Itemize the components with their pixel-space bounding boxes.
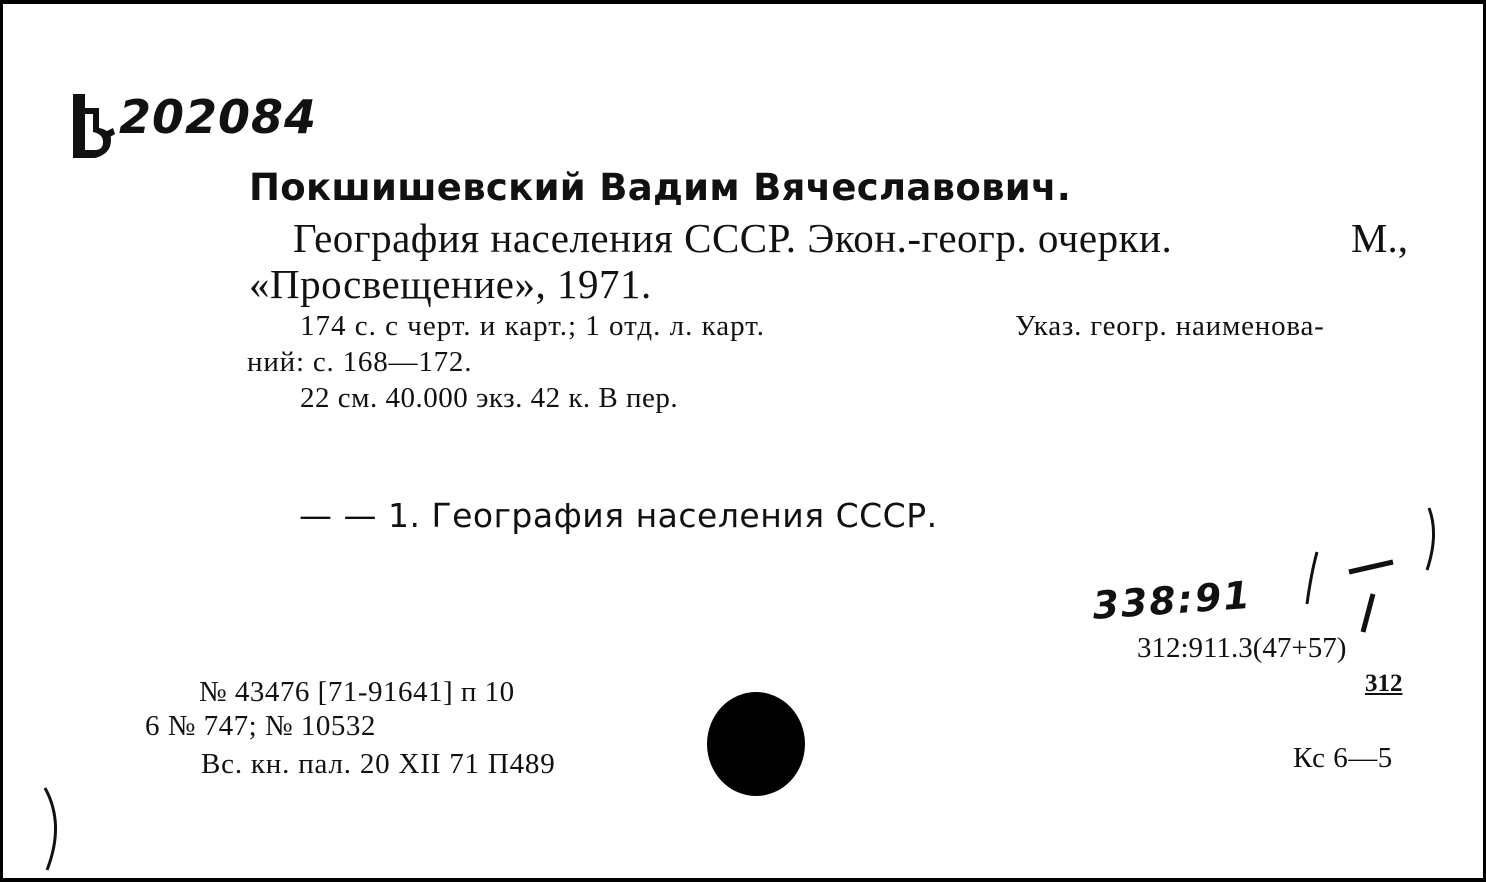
author-heading: Покшишевский Вадим Вячеславович.	[249, 166, 1072, 209]
book-chamber-note: Вс. кн. пал. 20 XII 71 П489	[201, 748, 556, 780]
margin-mark	[39, 784, 69, 874]
handwritten-classification: 338:91	[1091, 572, 1254, 628]
punch-hole	[707, 692, 805, 796]
size-price-text: 22 см. 40.000 экз. 42 к. В пер.	[300, 382, 679, 414]
subject-heading: — — 1. География населения СССР.	[299, 496, 938, 535]
handwritten-mark	[1293, 504, 1443, 644]
card-id-number: 202084	[119, 90, 318, 144]
publisher-year: «Просвещение», 1971.	[249, 261, 652, 307]
registration-number-2: 6 № 747; № 10532	[145, 710, 376, 742]
index-note: Указ. геогр. наименова-	[1015, 310, 1325, 342]
ks-code: Кс 6—5	[1293, 742, 1393, 774]
index-note-continued: ний: с. 168—172.	[247, 346, 473, 378]
pagination-text: 174 с. с черт. и карт.; 1 отд. л. карт.	[300, 310, 766, 342]
publication-place: М.,	[1351, 215, 1408, 261]
bbk-index: 312	[1365, 670, 1403, 697]
library-stamp-mark	[65, 88, 121, 164]
book-title: География населения СССР. Экон.-геогр. очерки.	[293, 215, 1173, 261]
registration-number: № 43476 [71-91641] п 10	[199, 676, 515, 708]
udc-index: 312:911.3(47+57)	[1137, 632, 1347, 664]
